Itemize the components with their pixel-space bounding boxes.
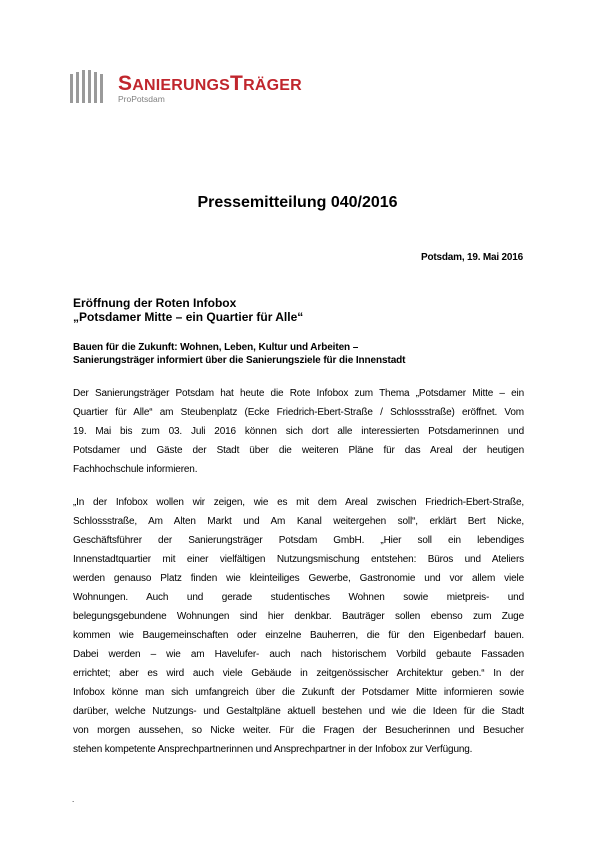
logo-cap-1: S	[118, 72, 133, 95]
subheadline-line-2: Sanierungsträger informiert über die Sanierungsziele für die Innenstadt	[73, 355, 406, 366]
paragraph-line: Innenstadtquartier mit einer vielfältigen Nutzungsmischung entstehen: Büros und Ateliers	[73, 554, 524, 565]
paragraph-line: Dabei werden – wie am Havelufer- auch nach historischem Vorbild gebaute Fassaden	[73, 649, 524, 660]
logo-text-2: RÄGER	[243, 77, 302, 94]
paragraph-line: Potsdamer und Gäste der Stadt über die weiteren Pläne für das Areal der heutigen	[73, 445, 524, 456]
paragraph-line: kommen wie Baugemeinschaften oder einzelne Bauherren, die für den Eigenbedarf bauen.	[73, 630, 524, 641]
subheadline-line-1: Bauen für die Zukunft: Wohnen, Leben, Kultur und Arbeiten –	[73, 342, 359, 353]
logo-wordmark	[118, 74, 302, 96]
paragraph-line: Schlossstraße, Am Alten Markt und Am Kanal weitergehen soll“, erklärt Bert Nicke,	[73, 516, 524, 527]
headline	[73, 296, 523, 324]
paragraph-line: Quartier für Alle“ am Steubenplatz (Ecke Friedrich-Ebert-Straße / Schlossstraße) eröffnet. Vom	[73, 407, 524, 418]
paragraph-line: von morgen aussehen, so Nicke weiter. Für die Fragen der Besucherinnen und Besucher	[73, 725, 524, 736]
paragraph-line: darüber, welche Nutzungs- und Gestaltpläne aktuell bestehen und wie die Ideen für die Stadt	[73, 706, 524, 717]
paragraph-line: Geschäftsführer der Sanierungsträger Potsdam GmbH. „Hier soll ein lebendiges	[73, 535, 524, 546]
logo-subline: ProPotsdam	[118, 94, 165, 104]
logo-cap-2: T	[230, 72, 244, 95]
paragraph-line: Fachhochschule informieren.	[73, 464, 198, 475]
headline-line-1: Eröffnung der Roten Infobox	[73, 296, 237, 310]
paragraph-line: 19. Mai bis zum 03. Juli 2016 können sich dort alle interessierten Potsdamerinnen und	[73, 426, 524, 437]
paragraph-line: „In der Infobox wollen wir zeigen, wie es mit dem Areal zwischen Friedrich-Ebert-Straße,	[73, 497, 524, 508]
logo-text-1: ANIERUNGS	[132, 77, 231, 94]
paragraph-line: stehen kompetente Ansprechpartnerinnen und Ansprechpartner in der Infobox zur Verfügung.	[73, 744, 473, 755]
paragraph-line: Der Sanierungsträger Potsdam hat heute die Rote Infobox zum Thema „Potsdamer Mitte – ein	[73, 388, 524, 399]
paragraph-line: errichtet; aber es wird auch viele Gebäude in zeitgenössischer Architektur geben.“ In der	[73, 668, 524, 679]
paragraph-line: Infobox könne man sich umfangreich über die Zukunft der Potsdamer Mitte informieren sowie	[73, 687, 524, 698]
paragraph-1	[73, 384, 524, 479]
paragraph-line: werden genauso Platz finden wie kleinteiliges Gewerbe, Gastronomie und vor allem viele	[73, 573, 524, 584]
subheadline	[73, 341, 523, 367]
headline-line-2: „Potsdamer Mitte – ein Quartier für Alle“	[73, 310, 304, 324]
dateline: Potsdam, 19. Mai 2016	[421, 252, 523, 263]
company-logo	[70, 70, 350, 106]
logo-bars-icon	[70, 70, 112, 104]
paragraph-line: Wohnungen. Auch und gerade studentisches Wohnen sowie mietpreis- und	[73, 592, 524, 603]
paragraph-2	[73, 493, 524, 759]
page-title: Pressemitteilung 040/2016	[197, 194, 398, 211]
footer-mark: .	[72, 795, 75, 804]
paragraph-line: belegungsgebundene Wohnungen sind hier denkbar. Bauträger sollen ebenso zum Zuge	[73, 611, 524, 622]
